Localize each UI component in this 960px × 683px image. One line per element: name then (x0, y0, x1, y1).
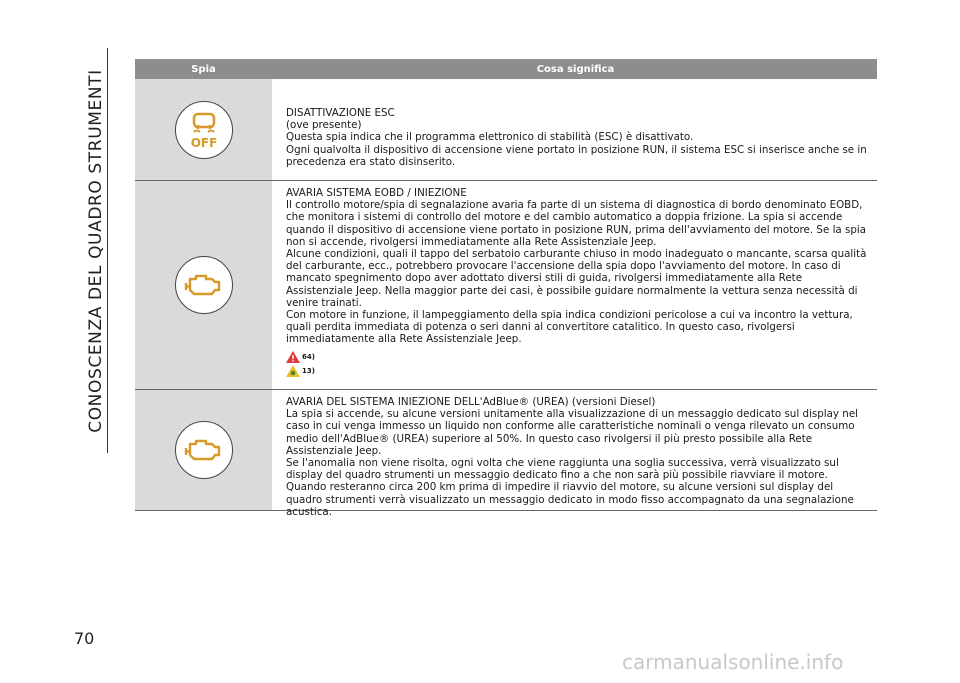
esc-off-icon (175, 101, 233, 159)
description-cell (272, 181, 877, 389)
row-text: La spia si accende, su alcune versioni unitamente alla visualizzazione di un messaggio dedicato sul display nel caso in cui venga immesso un liquido non conforme alle caratteristiche nominali o venga rilevato un consumo medio dell'AdBlue® (UREA) superiore al 50%. In questo caso rivolgersi il più presto possibile alla Rete Assistenziale Jeep. (286, 408, 859, 457)
environment-triangle-icon (286, 365, 300, 377)
header-cosa-significa: Cosa significa (536, 63, 615, 75)
header-spia: Spia (191, 63, 216, 75)
note-warning (286, 350, 869, 364)
svg-text:OFF: OFF (190, 135, 217, 150)
row-text: Questa spia indica che il programma elettronico di stabilità (ESC) è disattivato. (286, 131, 694, 144)
description-cell (272, 79, 877, 180)
section-title-text: CONOSCENZA DEL QUADRO STRUMENTI (86, 69, 106, 433)
table-row (135, 390, 877, 518)
page-number: 70 (74, 629, 95, 648)
row-text: Il controllo motore/spia di segnalazione avaria fa parte di un sistema di diagnostica di bordo denominato EOBD, che monitora i sistemi di controllo del motore e del cambio automatico a doppia frizione. La spia si accende quando il dispositivo di accensione viene portato in posizione RUN, prima dell'avviamento del motore. Se la spia non si accende, rivolgersi immediatamente alla Rete Assistenziale Jeep. (286, 199, 867, 248)
notes (286, 350, 869, 378)
note-environment (286, 364, 869, 378)
row-text: Se l'anomalia non viene risolta, ogni volta che viene raggiunta una soglia successiva, verrà visualizzato sul display del quadro strumenti un messaggio dedicato fino a che non sarà più possibile riavviare il motore. (286, 457, 839, 482)
note-label: 64) (302, 352, 315, 361)
row-text: Alcune condizioni, quali il tappo del serbatoio carburante chiuso in modo inadeguato o mancante, scarsa qualità del carburante, ecc., potrebbero provocare l'accensione della spia dopo l'avviamento del motore. In caso di mancato spegnimento dopo aver adottato diversi stili di guida, rivolgersi immediatamente alla Rete Assistenziale Jeep. Nella maggior parte dei casi, è possibile guidare normalmente la vettura senza necessità di venire trainati. (286, 248, 867, 309)
row-text: Con motore in funzione, il lampeggiamento della spia indica condizioni pericolose a cui va incontro la vettura, quali perdita immediata di potenza o seri danni al convertitore catalitico. In questo caso, rivolgersi immediatamente alla Rete Assistenziale Jeep. (286, 309, 853, 346)
engine-check-icon (175, 421, 233, 479)
table-row (135, 79, 877, 181)
warning-lights-table (135, 59, 877, 518)
icon-cell (135, 79, 272, 180)
section-title (76, 50, 116, 452)
row-text: Quando resteranno circa 200 km prima di impedire il riavvio del motore, su alcune versioni sul display del quadro strumenti verrà visualizzato un messaggio dedicato in modo fisso accompagnato da una segnalazione acustica. (286, 481, 854, 518)
row-title: DISATTIVAZIONE ESC (286, 107, 395, 119)
description-cell (272, 390, 877, 518)
table-row (135, 181, 877, 390)
section-divider (107, 48, 108, 453)
warning-triangle-icon (286, 351, 300, 363)
note-label: 13) (302, 366, 315, 375)
row-text: (ove presente) (286, 119, 362, 132)
watermark: carmanualsonline.info (622, 650, 844, 674)
row-title: AVARIA SISTEMA EOBD / INIEZIONE (286, 187, 467, 199)
engine-check-icon (175, 256, 233, 314)
row-text: Ogni qualvolta il dispositivo di accensione viene portato in posizione RUN, il sistema ESC si inserisce anche se in precedenza era stato disinserito. (286, 143, 867, 168)
row-title: AVARIA DEL SISTEMA INIEZIONE DELL'AdBlue® (UREA) (versioni Diesel) (286, 396, 656, 408)
table-header (135, 59, 877, 79)
icon-cell (135, 390, 272, 510)
icon-cell (135, 181, 272, 389)
